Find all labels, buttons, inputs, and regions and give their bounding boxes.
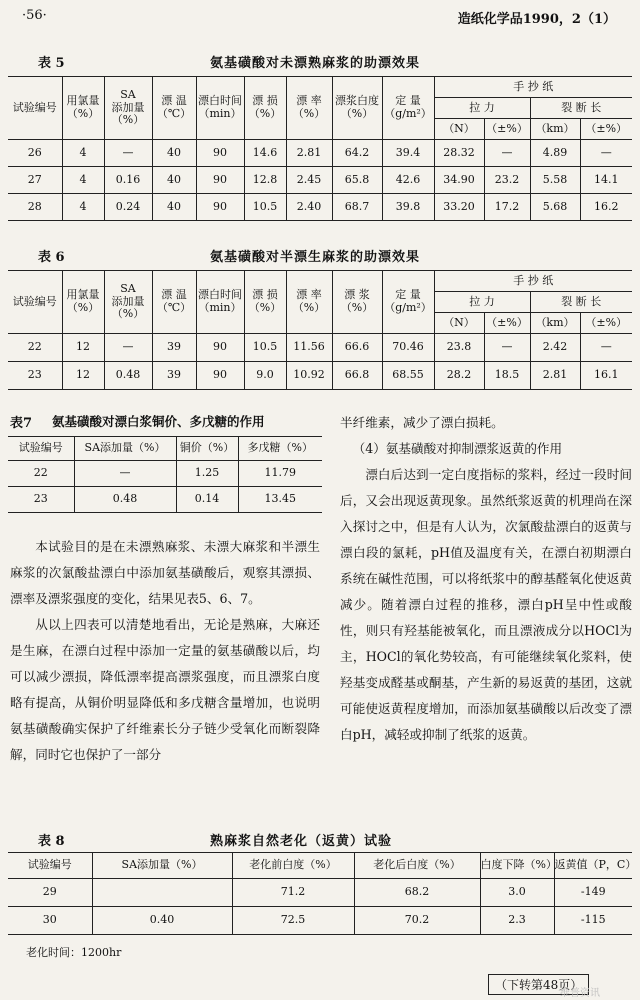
- table-cell: 0.48: [74, 487, 176, 513]
- t6-h-cl: 用氯量 （%）: [62, 271, 104, 334]
- t5-h-loss: 漂 损 （%）: [244, 77, 286, 140]
- table-cell: 40: [152, 194, 196, 221]
- table-cell: 1.25: [176, 461, 238, 487]
- table-cell: 0.48: [104, 362, 152, 390]
- table8-title: 熟麻浆自然老化（返黄）试验: [210, 834, 393, 849]
- t6-h-no: 试验编号: [8, 271, 62, 334]
- watermark: 维普资讯: [560, 988, 600, 999]
- table-row: [8, 879, 632, 907]
- table-cell: —: [484, 334, 530, 362]
- table-cell: 2.81: [286, 140, 332, 167]
- t6-h-hand: 手 抄 纸: [434, 271, 632, 292]
- table-cell: 66.6: [332, 334, 382, 362]
- table6-label: 表 6: [38, 250, 65, 265]
- table-cell: 23: [8, 362, 62, 390]
- t8-header-cell: 老化后白度（%）: [354, 853, 480, 879]
- table-cell: 72.5: [232, 907, 354, 935]
- t5-h-break: 裂 断 长: [530, 98, 632, 119]
- table5-title: 氨基磺酸对未漂熟麻浆的助漂效果: [210, 56, 421, 71]
- t5-h-yield: 漂 率 （%）: [286, 77, 332, 140]
- table8-label: 表 8: [38, 834, 65, 849]
- continued-note: （下转第48页）: [488, 974, 589, 995]
- table-cell: 26: [8, 140, 62, 167]
- table-cell: 2.81: [530, 362, 580, 390]
- t6-h-yield: 漂 率 （%）: [286, 271, 332, 334]
- table-cell: 9.0: [244, 362, 286, 390]
- table-cell: 40: [152, 140, 196, 167]
- t5-h-unit: （N）: [434, 119, 484, 140]
- table-cell: 70.46: [382, 334, 434, 362]
- t5-h-unit: （±%）: [580, 119, 632, 140]
- table-row: [8, 140, 632, 167]
- t6-h-basis: 定 量 （g/m²）: [382, 271, 434, 334]
- t8-header-cell: 返黄值（P，C）: [554, 853, 632, 879]
- table-cell: 64.2: [332, 140, 382, 167]
- table-cell: 33.20: [434, 194, 484, 221]
- table-cell: 23: [8, 487, 74, 513]
- table-cell: 90: [196, 362, 244, 390]
- t8-header-cell: SA添加量（%）: [92, 853, 232, 879]
- table-cell: 5.58: [530, 167, 580, 194]
- table-cell: —: [484, 140, 530, 167]
- table-cell: 14.1: [580, 167, 632, 194]
- table-row: [8, 334, 632, 362]
- table-row: [8, 167, 632, 194]
- table-cell: 4: [62, 194, 104, 221]
- table-cell: 39.4: [382, 140, 434, 167]
- t7-header-cell: 多戊糖（%）: [238, 437, 322, 461]
- t6-h-unit: （±%）: [484, 313, 530, 334]
- table-cell: 4: [62, 167, 104, 194]
- table-row: [8, 487, 322, 513]
- t5-h-basis: 定 量 （g/m²）: [382, 77, 434, 140]
- t6-h-time: 漂白时间 （min）: [196, 271, 244, 334]
- table-cell: 68.7: [332, 194, 382, 221]
- t5-h-unit: （km）: [530, 119, 580, 140]
- paragraph: 本试验目的是在未漂熟麻浆、未漂大麻浆和半漂生麻浆的次氯酸盐漂白中添加氨基磺酸后，观察其漂损、漂率及漂浆强度的变化，结果见表5、6、7。: [10, 539, 320, 606]
- table6: [8, 270, 632, 390]
- table-cell: 27: [8, 167, 62, 194]
- paragraph: 半纤维素，减少了漂白损耗。: [340, 415, 504, 430]
- t5-h-no: 试验编号: [8, 77, 62, 140]
- table7-title: 氨基磺酸对漂白浆铜价、多戊糖的作用: [52, 414, 265, 429]
- table-cell: 17.2: [484, 194, 530, 221]
- t8-header-cell: 老化前白度（%）: [232, 853, 354, 879]
- table-cell: -115: [554, 907, 632, 935]
- table-cell: 10.5: [244, 194, 286, 221]
- paragraph: 从以上四表可以清楚地看出，无论是熟麻，大麻还是生麻，在漂白过程中添加一定量的氨基磺酸以后，均可以减少漂损，降低漂率提高漂浆强度，而且漂浆白度略有提高，从铜价明显降低和多戊糖含量增加，也说明氨基磺酸确实保护了纤维素长分子链少受氧化而断裂降解，同时它也保护了一部分: [10, 617, 320, 762]
- table-cell: 4: [62, 140, 104, 167]
- table-cell: 2.3: [480, 907, 554, 935]
- t5-h-sa: SA 添加量 （%）: [104, 77, 152, 140]
- table-cell: 23.8: [434, 334, 484, 362]
- table-cell: 66.8: [332, 362, 382, 390]
- table-cell: 13.45: [238, 487, 322, 513]
- table-cell: 4.89: [530, 140, 580, 167]
- t6-h-break: 裂 断 长: [530, 292, 632, 313]
- table-cell: 0.40: [92, 907, 232, 935]
- table-cell: 28: [8, 194, 62, 221]
- table-cell: 23.2: [484, 167, 530, 194]
- t6-h-loss: 漂 损 （%）: [244, 271, 286, 334]
- table-cell: 22: [8, 461, 74, 487]
- t6-h-sa: SA 添加量 （%）: [104, 271, 152, 334]
- table6-title: 氨基磺酸对半漂生麻浆的助漂效果: [210, 250, 421, 265]
- table-cell: 40: [152, 167, 196, 194]
- t8-header-cell: 试验编号: [8, 853, 92, 879]
- t5-h-cl: 用氯量 （%）: [62, 77, 104, 140]
- t5-h-unit: （±%）: [484, 119, 530, 140]
- table-cell: 11.56: [286, 334, 332, 362]
- table-cell: 90: [196, 334, 244, 362]
- t6-h-bright: 漂 浆 （%）: [332, 271, 382, 334]
- table-cell: 39.8: [382, 194, 434, 221]
- table-cell: 14.6: [244, 140, 286, 167]
- table-cell: 28.2: [434, 362, 484, 390]
- section-heading: （4）氨基磺酸对抑制漂浆返黄的作用: [352, 441, 563, 456]
- table-cell: -149: [554, 879, 632, 907]
- left-column-text: [10, 534, 320, 768]
- right-column-text: [340, 410, 632, 748]
- table-cell: 68.55: [382, 362, 434, 390]
- t5-h-hand: 手 抄 纸: [434, 77, 632, 98]
- table-cell: 2.40: [286, 194, 332, 221]
- t6-h-unit: （N）: [434, 313, 484, 334]
- table-cell: 28.32: [434, 140, 484, 167]
- t5-h-bright: 漂浆白度 （%）: [332, 77, 382, 140]
- table-cell: 22: [8, 334, 62, 362]
- table-cell: 90: [196, 194, 244, 221]
- table8: [8, 852, 637, 935]
- t7-header-cell: 铜价（%）: [176, 437, 238, 461]
- table5-label: 表 5: [38, 56, 65, 71]
- table-cell: 39: [152, 334, 196, 362]
- table-cell: 90: [196, 167, 244, 194]
- footnote: 老化时间：1200hr: [26, 946, 122, 959]
- table-cell: 29: [8, 879, 92, 907]
- table-cell: —: [74, 461, 176, 487]
- table-cell: 5.68: [530, 194, 580, 221]
- table-cell: 2.45: [286, 167, 332, 194]
- table-cell: —: [580, 334, 632, 362]
- t6-h-unit: （±%）: [580, 313, 632, 334]
- t7-header-cell: SA添加量（%）: [74, 437, 176, 461]
- table-cell: 0.24: [104, 194, 152, 221]
- table-cell: 16.2: [580, 194, 632, 221]
- t7-header-cell: 试验编号: [8, 437, 74, 461]
- table-cell: 30: [8, 907, 92, 935]
- table-cell: 90: [196, 140, 244, 167]
- t6-h-tensile: 拉 力: [434, 292, 530, 313]
- table-cell: 3.0: [480, 879, 554, 907]
- table-cell: 12: [62, 362, 104, 390]
- table-cell: 16.1: [580, 362, 632, 390]
- table-cell: 12: [62, 334, 104, 362]
- table-cell: 34.90: [434, 167, 484, 194]
- t6-h-temp: 漂 温 （℃）: [152, 271, 196, 334]
- table7: [8, 436, 322, 513]
- table-cell: 0.16: [104, 167, 152, 194]
- table-cell: 65.8: [332, 167, 382, 194]
- table-cell: 2.42: [530, 334, 580, 362]
- paragraph: 漂白后达到一定白度指标的浆料，经过一段时间后，又会出现返黄现象。虽然纸浆返黄的机理尚在深入探讨之中，但是有人认为，次氯酸盐漂白的返黄与漂白段的氯耗，pH值及温度有关，在漂白初期漂白系统在碱性范围，可以将纸浆中的醇基醛氧化使返黄减少。随着漂白过程的推移，漂白pH呈中性或酸性，则只有羟基能被氧化，而且漂液成分以HOCl为主，HOCl的氧化势较高，有可能继续氧化浆料，使羟基变成醛基或酮基，产生新的易返黄的基团，这就可能使返黄程度增加，而添加氨基磺酸以后改变了漂白pH，减轻或抑制了纸浆的返黄。: [340, 467, 632, 742]
- t8-header-cell: 白度下降（%）: [480, 853, 554, 879]
- table-cell: 18.5: [484, 362, 530, 390]
- table-cell: 39: [152, 362, 196, 390]
- table-cell: —: [104, 140, 152, 167]
- t6-h-unit: （km）: [530, 313, 580, 334]
- t5-h-tensile: 拉 力: [434, 98, 530, 119]
- table-cell: —: [580, 140, 632, 167]
- table-row: [8, 907, 632, 935]
- table-cell: 68.2: [354, 879, 480, 907]
- table-cell: 0.14: [176, 487, 238, 513]
- table5: [8, 76, 632, 221]
- table-cell: 71.2: [232, 879, 354, 907]
- journal-header: 造纸化学品1990，2（1）: [457, 12, 616, 27]
- t5-h-temp: 漂 温 （℃）: [152, 77, 196, 140]
- table7-label: 表7: [10, 416, 33, 431]
- table-cell: [92, 879, 232, 907]
- table-cell: 10.92: [286, 362, 332, 390]
- table-cell: 70.2: [354, 907, 480, 935]
- table-cell: —: [104, 334, 152, 362]
- table-row: [8, 461, 322, 487]
- table-row: [8, 362, 632, 390]
- table-cell: 11.79: [238, 461, 322, 487]
- table-cell: 42.6: [382, 167, 434, 194]
- table-cell: 12.8: [244, 167, 286, 194]
- page-number: ·56·: [22, 8, 47, 23]
- table-cell: 10.5: [244, 334, 286, 362]
- table-row: [8, 194, 632, 221]
- t5-h-time: 漂白时间 （min）: [196, 77, 244, 140]
